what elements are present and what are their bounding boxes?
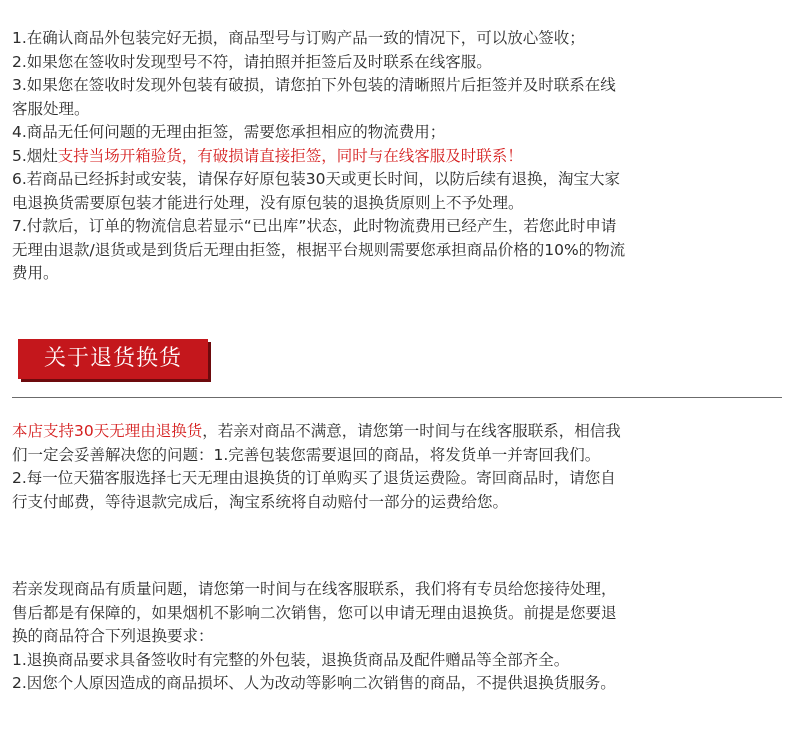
policy-highlight-text: 本店支持30天无理由退换货 [12, 422, 203, 440]
policy-line-rest: ，若亲对商品不满意，请您第一时间与在线客服联系，相信我 [202, 422, 621, 440]
notice-line-prefix: 5.烟灶 [12, 146, 58, 165]
notice-line: 7.付款后，订单的物流信息若显示“已出库”状态，此时物流费用已经产生，若您此时申请 [12, 217, 617, 235]
quality-line: 售后都是有保障的，如果烟机不影响二次销售，您可以申请无理由退换货。前提是您要退 [12, 603, 617, 622]
quality-line: 换的商品符合下列退换要求： [12, 627, 214, 645]
section-header-returns: 关于退货换货 [18, 339, 208, 379]
notice-line: 电退换货需要原包装才能进行处理，没有原包装的退换货原则上不予处理。 [12, 193, 524, 212]
policy-line: 们一定会妥善解决您的问题：1.完善包装您需要退回的商品，将发货单一并寄回我们。 [12, 445, 601, 464]
notice-highlight-text: 支持当场开箱验货，有破损请直接拒签，同时与在线客服及时联系！ [57, 146, 523, 165]
notice-line: 无理由退款/退货或是到货后无理由拒签，根据平台规则需要您承担商品价格的10%的物流 [12, 240, 626, 259]
quality-policy [12, 578, 782, 696]
notice-line: 3.如果您在签收时发现外包装有破损，请您拍下外包装的清晰照片后拒签并及时联系在线 [12, 76, 616, 94]
receipt-notice [12, 27, 782, 286]
notice-line: 4.商品无任何问题的无理由拒签，需要您承担相应的物流费用； [12, 123, 446, 141]
notice-line: 2.如果您在签收时发现型号不符，请拍照并拒签后及时联系在线客服。 [12, 52, 492, 71]
quality-line: 1.退换商品要求具备签收时有完整的外包装，退换货商品及配件赠品等全部齐全。 [12, 650, 570, 669]
notice-line: 6.若商品已经拆封或安装，请保存好原包装30天或更长时间，以防后续有退换，淘宝大家 [12, 170, 621, 188]
quality-line: 若亲发现商品有质量问题，请您第一时间与在线客服联系，我们将有专员给您接待处理， [12, 580, 617, 598]
policy-line: 2.每一位天猫客服选择七天无理由退换货的订单购买了退货运费险。寄回商品时，请您自 [12, 469, 616, 487]
return-policy [12, 420, 782, 514]
quality-line: 2.因您个人原因造成的商品损坏、人为改动等影响二次销售的商品，不提供退换货服务。 [12, 674, 616, 692]
notice-line: 费用。 [12, 264, 59, 282]
section-divider [12, 397, 782, 398]
notice-line-highlighted [12, 145, 782, 169]
notice-line: 客服处理。 [12, 99, 90, 118]
policy-line-highlighted [12, 420, 782, 444]
policy-line: 行支付邮费，等待退款完成后，淘宝系统将自动赔付一部分的运费给您。 [12, 492, 509, 511]
notice-line: 1.在确认商品外包装完好无损，商品型号与订购产品一致的情况下，可以放心签收； [12, 29, 585, 47]
